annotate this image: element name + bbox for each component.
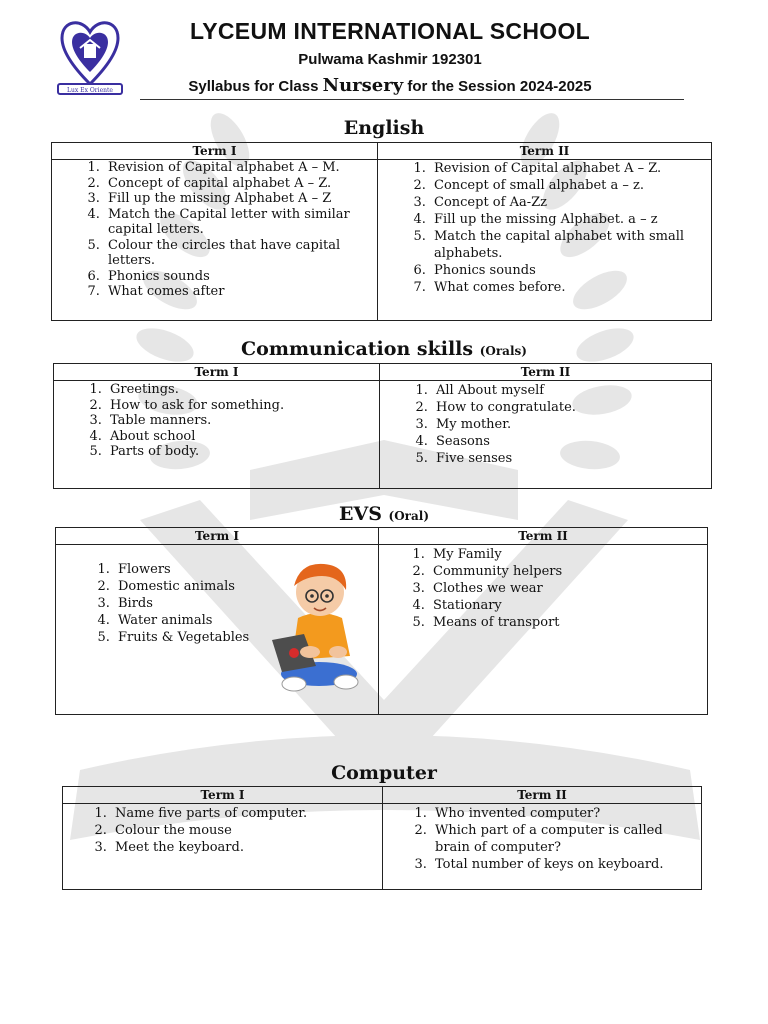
svg-text:Lux Ex Oriente: Lux Ex Oriente bbox=[67, 87, 113, 94]
list-item: 2. How to ask for something. bbox=[106, 398, 379, 414]
list-item: 4. Fill up the missing Alphabet. a – z bbox=[430, 211, 711, 228]
list-item: 5. Match the capital alphabet with small alphabets. bbox=[430, 228, 711, 262]
evs-title-text: EVS bbox=[338, 503, 382, 525]
communication-title bbox=[0, 338, 768, 360]
list-item: 4. Match the Capital letter with similar capital letters. bbox=[104, 207, 377, 238]
list-item: 1. My Family bbox=[429, 546, 707, 563]
computer-term2-cell bbox=[383, 804, 702, 890]
computer-table bbox=[62, 786, 702, 890]
english-title: English bbox=[343, 117, 425, 139]
list-item: 2. Domestic animals bbox=[114, 578, 378, 595]
list-item: 5. Five senses bbox=[432, 450, 711, 467]
list-item: 4. Water animals bbox=[114, 612, 378, 629]
list-item: 5. Colour the circles that have capital letters. bbox=[104, 238, 377, 269]
list-item: 1. Name five parts of computer. bbox=[111, 805, 382, 822]
list-item: 7. What comes after bbox=[104, 284, 377, 300]
evs-term2-header: Term II bbox=[379, 528, 708, 545]
english-term2-cell bbox=[378, 160, 712, 321]
list-item: 1. Flowers bbox=[114, 561, 378, 578]
kid-with-laptop-illustration bbox=[264, 556, 364, 696]
list-item: 5. Parts of body. bbox=[106, 444, 379, 460]
communication-term1-header: Term I bbox=[54, 364, 380, 381]
list-item: 3. My mother. bbox=[432, 416, 711, 433]
list-item: 3. Table manners. bbox=[106, 413, 379, 429]
list-item: 4. Seasons bbox=[432, 433, 711, 450]
list-item: 1. All About myself bbox=[432, 382, 711, 399]
syllabus-suffix: for the Session 2024-2025 bbox=[407, 78, 592, 95]
english-term1-header: Term I bbox=[52, 143, 378, 160]
list-item: 2. Concept of small alphabet a – z. bbox=[430, 177, 711, 194]
computer-term1-cell bbox=[63, 804, 383, 890]
evs-subtitle: (Oral) bbox=[388, 509, 430, 523]
list-item: 1. Who invented computer? bbox=[431, 805, 701, 822]
evs-table bbox=[55, 527, 708, 715]
evs-term2-cell bbox=[379, 545, 708, 715]
syllabus-prefix: Syllabus for Class bbox=[188, 78, 319, 95]
list-item: 5. Means of transport bbox=[429, 614, 707, 631]
list-item: 1. Revision of Capital alphabet A – Z. bbox=[430, 160, 711, 177]
communication-table bbox=[53, 363, 712, 489]
computer-title: Computer bbox=[331, 762, 437, 784]
list-item: 3. Total number of keys on keyboard. bbox=[431, 856, 701, 873]
english-table bbox=[51, 142, 712, 321]
list-item: 2. Colour the mouse bbox=[111, 822, 382, 839]
list-item: 6. Phonics sounds bbox=[430, 262, 711, 279]
list-item: 4. About school bbox=[106, 429, 379, 445]
list-item: 1. Revision of Capital alphabet A – M. bbox=[104, 160, 377, 176]
school-address: Pulwama Kashmir 192301 bbox=[298, 51, 482, 68]
list-item: 2. How to congratulate. bbox=[432, 399, 711, 416]
school-name: LYCEUM INTERNATIONAL SCHOOL bbox=[190, 18, 590, 44]
english-term2-header: Term II bbox=[378, 143, 712, 160]
list-item: 3. Meet the keyboard. bbox=[111, 839, 382, 856]
list-item: 3. Clothes we wear bbox=[429, 580, 707, 597]
list-item: 3. Birds bbox=[114, 595, 378, 612]
english-term1-cell bbox=[52, 160, 378, 321]
list-item: 2. Concept of capital alphabet A – Z. bbox=[104, 176, 377, 192]
school-logo-icon bbox=[54, 14, 126, 100]
list-item: 5. Fruits & Vegetables bbox=[114, 629, 378, 646]
communication-term2-cell bbox=[380, 381, 712, 489]
class-name: Nursery bbox=[322, 75, 404, 96]
list-item: 4. Stationary bbox=[429, 597, 707, 614]
communication-term2-header: Term II bbox=[380, 364, 712, 381]
evs-title bbox=[0, 503, 768, 525]
list-item: 1. Greetings. bbox=[106, 382, 379, 398]
communication-term1-cell bbox=[54, 381, 380, 489]
header-divider bbox=[140, 99, 684, 100]
list-item: 3. Fill up the missing Alphabet A – Z bbox=[104, 191, 377, 207]
list-item: 2. Community helpers bbox=[429, 563, 707, 580]
list-item: 2. Which part of a computer is called brain of computer? bbox=[431, 822, 701, 856]
list-item: 6. Phonics sounds bbox=[104, 269, 377, 285]
evs-term1-header: Term I bbox=[56, 528, 379, 545]
list-item: 3. Concept of Aa-Zz bbox=[430, 194, 711, 211]
communication-title-text: Communication skills bbox=[241, 338, 474, 360]
syllabus-heading bbox=[130, 75, 650, 96]
list-item: 7. What comes before. bbox=[430, 279, 711, 296]
communication-subtitle: (Orals) bbox=[479, 344, 527, 358]
computer-term1-header: Term I bbox=[63, 787, 383, 804]
computer-term2-header: Term II bbox=[383, 787, 702, 804]
